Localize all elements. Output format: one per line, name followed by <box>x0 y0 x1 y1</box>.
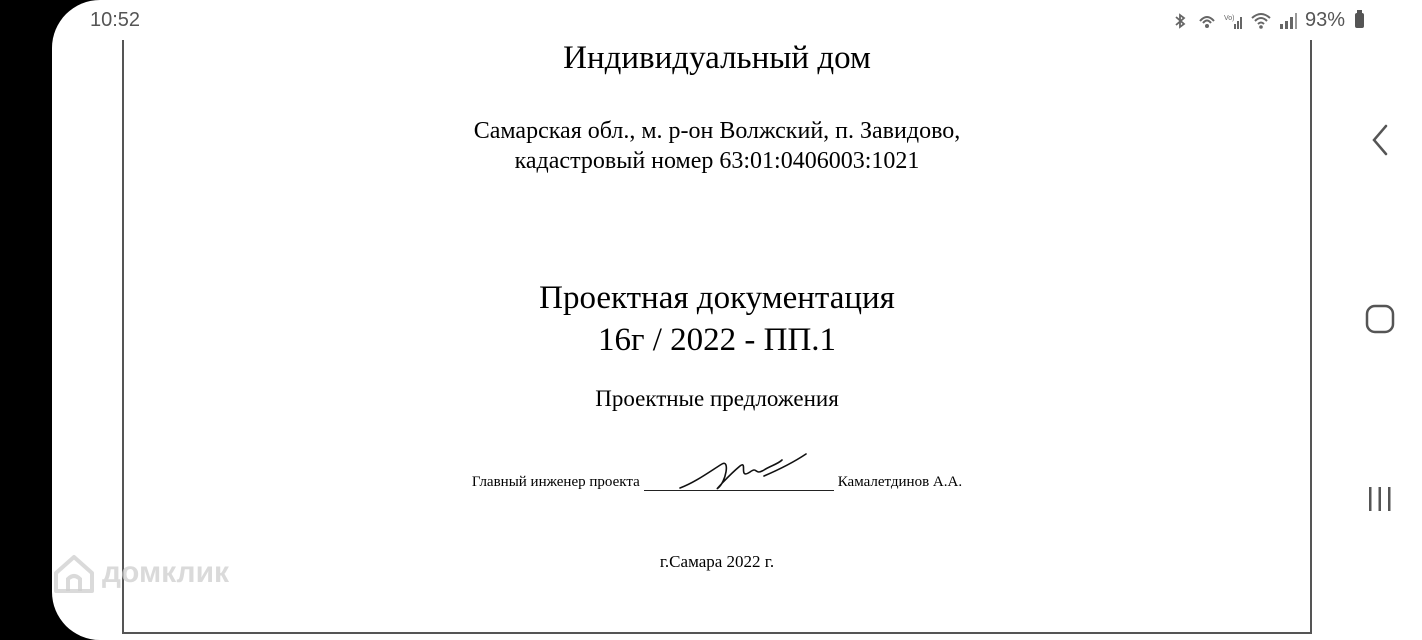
phone-screen <box>52 0 1422 640</box>
signal-icon <box>1278 12 1298 30</box>
signer-name: Камалетдинов А.А. <box>837 474 963 490</box>
home-button[interactable] <box>1362 301 1398 337</box>
chevron-left-icon <box>1370 124 1390 156</box>
document-name: Проектная документация <box>539 280 895 316</box>
recents-button[interactable] <box>1362 481 1398 517</box>
house-logo-icon <box>52 551 96 595</box>
svg-text:Vo): Vo) <box>1223 14 1235 22</box>
wifi-icon <box>1251 12 1271 30</box>
address-line-1: Самарская обл., м. р-он Волжский, п. Завидово, <box>473 118 961 144</box>
document-page <box>122 40 1312 634</box>
status-time: 10:52 <box>90 9 141 31</box>
bluetooth-icon <box>1170 12 1190 30</box>
watermark-text: домклик <box>102 556 230 589</box>
signature-line <box>644 466 834 491</box>
status-bar <box>52 0 1422 40</box>
navigation-bar <box>1352 0 1422 640</box>
status-icons <box>1170 9 1364 32</box>
rounded-square-icon <box>1365 304 1395 334</box>
wifi-call-icon <box>1197 12 1217 30</box>
document-section: Проектные предложения <box>595 386 839 411</box>
signature-row <box>124 466 1310 491</box>
back-button[interactable] <box>1362 122 1398 158</box>
document-number: 16г / 2022 - ПП.1 <box>597 322 837 358</box>
address-line-2: кадастровый номер 63:01:0406003:1021 <box>514 148 920 174</box>
signal-volte-icon <box>1224 12 1244 30</box>
signature-image <box>678 452 808 494</box>
three-lines-icon <box>1365 484 1395 514</box>
city-year: г.Самара 2022 г. <box>659 552 775 571</box>
domclick-watermark <box>52 551 229 595</box>
battery-percent: 93% <box>1304 9 1345 31</box>
document-title: Индивидуальный дом <box>563 40 871 76</box>
signature-label: Главный инженер проекта <box>471 474 640 490</box>
